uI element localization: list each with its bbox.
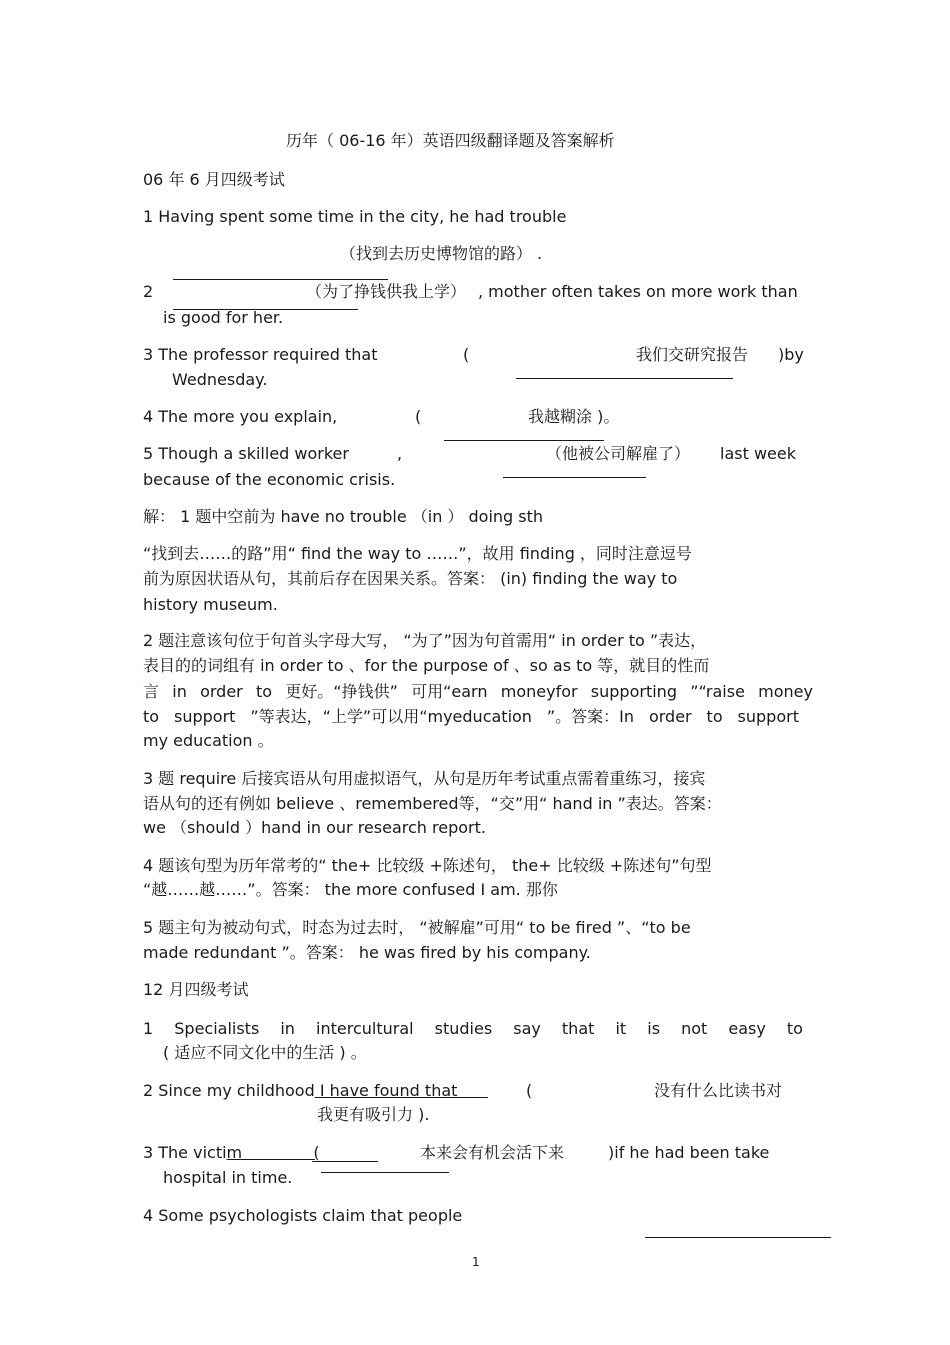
analysis-4-line2: “越……越……”。答案： the more confused I am. 那你 — [143, 880, 558, 899]
word: to — [255, 682, 273, 701]
dec-q2-text-a: 2 Since my childhood — [143, 1081, 315, 1100]
analysis-1-line4: history museum. — [143, 595, 278, 614]
dec-q3-text-a: 3 The victi — [143, 1143, 227, 1162]
word: 言 — [143, 682, 160, 701]
analysis-3-line2: 语从句的还有例如 believe 、remembered等，“交”用“ hand in ”表达。答案： — [143, 794, 722, 813]
analysis-4-line1: 4 题该句型为历年常考的“ the+ 比较级 +陈述句， the+ 比较级 +陈述句”句型 — [143, 856, 712, 875]
q5-blank-line — [503, 477, 646, 478]
word: studies — [434, 1019, 493, 1038]
word: not — [681, 1019, 708, 1038]
dec-q1-line1 — [143, 1019, 803, 1039]
q4-blank-line — [444, 440, 604, 441]
dec-q4-blank-line — [645, 1237, 831, 1238]
word: 可用“earn — [411, 682, 488, 701]
q4-paren: ( — [415, 407, 422, 426]
word: supporting — [590, 682, 677, 701]
word: Specialists — [174, 1019, 260, 1038]
word: to — [706, 707, 723, 726]
word: money — [758, 682, 813, 701]
dec-q2-text-b: I have found that — [314, 1081, 488, 1100]
dec-q4-line1: 4 Some psychologists claim that people — [143, 1206, 463, 1225]
dec-q3-text-b: m ( — [226, 1143, 320, 1162]
dec-q3-blank-line-a — [312, 1161, 378, 1162]
dec-q3-line2: hospital in time. — [163, 1168, 293, 1187]
q4-line1: 4 The more you explain, — [143, 407, 338, 426]
analysis-3-line1: 3 题 require 后接宾语从句用虚拟语气，从句是历年考试重点需着重练习，接宾 — [143, 769, 706, 788]
word: in — [280, 1019, 295, 1038]
word: 更好。“挣钱供” — [285, 682, 398, 701]
q2-line2: is good for her. — [163, 308, 284, 327]
word: intercultural — [316, 1019, 414, 1038]
analysis-3-line3: we （should ）hand in our research report. — [143, 818, 486, 837]
word: ”等表达，“上学”可以用“myeducation — [250, 707, 532, 726]
word: it — [615, 1019, 627, 1038]
word: say — [513, 1019, 541, 1038]
q5-line2: because of the economic crisis. — [143, 470, 396, 489]
word: ”“raise — [690, 682, 745, 701]
q1-line1: 1 Having spent some time in the city, he had trouble — [143, 207, 567, 226]
analysis-2-line4 — [143, 707, 799, 727]
section-heading-december: 12 月四级考试 — [143, 980, 249, 999]
q2-blank-line-top — [173, 279, 388, 280]
analysis-1-line2: “找到去……的路”用“ find the way to ……”，故用 finding ，同时注意逗号 — [143, 544, 692, 563]
q4-hint: 我越糊涂 )。 — [528, 407, 620, 426]
word: moneyfor — [500, 682, 578, 701]
word: order — [200, 682, 243, 701]
word: in — [172, 682, 187, 701]
q5-line1: 5 Though a skilled worker — [143, 444, 349, 463]
q2-rest: , mother often takes on more work than — [478, 282, 798, 301]
dec-q3-close: )if he had been take — [608, 1143, 770, 1162]
dec-q3-hint: 本来会有机会活下来 — [420, 1143, 565, 1162]
dec-q2-hint: 没有什么比读书对 — [654, 1081, 783, 1100]
page-title: 历年（ 06-16 年）英语四级翻译题及答案解析 — [286, 131, 615, 150]
analysis-2-line5: my education 。 — [143, 731, 274, 750]
analysis-5-line1: 5 题主句为被动句式，时态为过去时， “被解雇”可用“ to be fired ”、“to be — [143, 918, 691, 937]
word: support — [737, 707, 799, 726]
q3-blank-line — [516, 378, 733, 379]
analysis-2-line3 — [143, 682, 813, 702]
word: 1 — [143, 1019, 154, 1038]
word: to — [143, 707, 160, 726]
dec-q3-blank-line-b — [321, 1172, 449, 1173]
dec-q2-line1 — [143, 1081, 488, 1101]
q3-close: )by — [778, 345, 804, 364]
word: support — [173, 707, 236, 726]
analysis-1-line1: 解： 1 题中空前为 have no trouble （in ） doing sth — [143, 507, 544, 526]
dec-q2-paren: ( — [526, 1081, 533, 1100]
q2-number: 2 — [143, 282, 154, 301]
analysis-2-line1: 2 题注意该句位于句首头字母大写， “为了”因为句首需用“ in order to ”表达， — [143, 631, 707, 650]
dec-q3-line1 — [143, 1143, 320, 1163]
page-number: 1 — [472, 1255, 480, 1269]
q2-hint: （为了挣钱供我上学） — [306, 282, 467, 301]
q3-paren: ( — [463, 345, 470, 364]
dec-q2-line2: 我更有吸引力 ). — [317, 1105, 430, 1124]
q5-hint: （他被公司解雇了） — [546, 444, 691, 463]
analysis-1-line3: 前为原因状语从句，其前后存在因果关系。答案： (in) finding the way to — [143, 569, 678, 588]
q5-comma: , — [397, 444, 403, 463]
word: is — [647, 1019, 661, 1038]
word: to — [786, 1019, 803, 1038]
q5-tail: last week — [720, 444, 796, 463]
analysis-5-line2: made redundant ”。答案： he was fired by his company. — [143, 943, 591, 962]
section-heading-june-2006: 06 年 6 月四级考试 — [143, 170, 285, 189]
q3-line1: 3 The professor required that — [143, 345, 378, 364]
q3-line2: Wednesday. — [172, 370, 268, 389]
dec-q1-line2: ( 适应不同文化中的生活 ) 。 — [163, 1043, 367, 1062]
word: ”。答案：In — [546, 707, 635, 726]
word: easy — [728, 1019, 766, 1038]
analysis-2-line2: 表目的的词组有 in order to 、for the purpose of 、so as to 等，就目的性而 — [143, 656, 710, 675]
word: that — [561, 1019, 595, 1038]
word: order — [648, 707, 692, 726]
q1-hint: （找到去历史博物馆的路） . — [340, 244, 543, 263]
q3-hint: 我们交研究报告 — [636, 345, 749, 364]
